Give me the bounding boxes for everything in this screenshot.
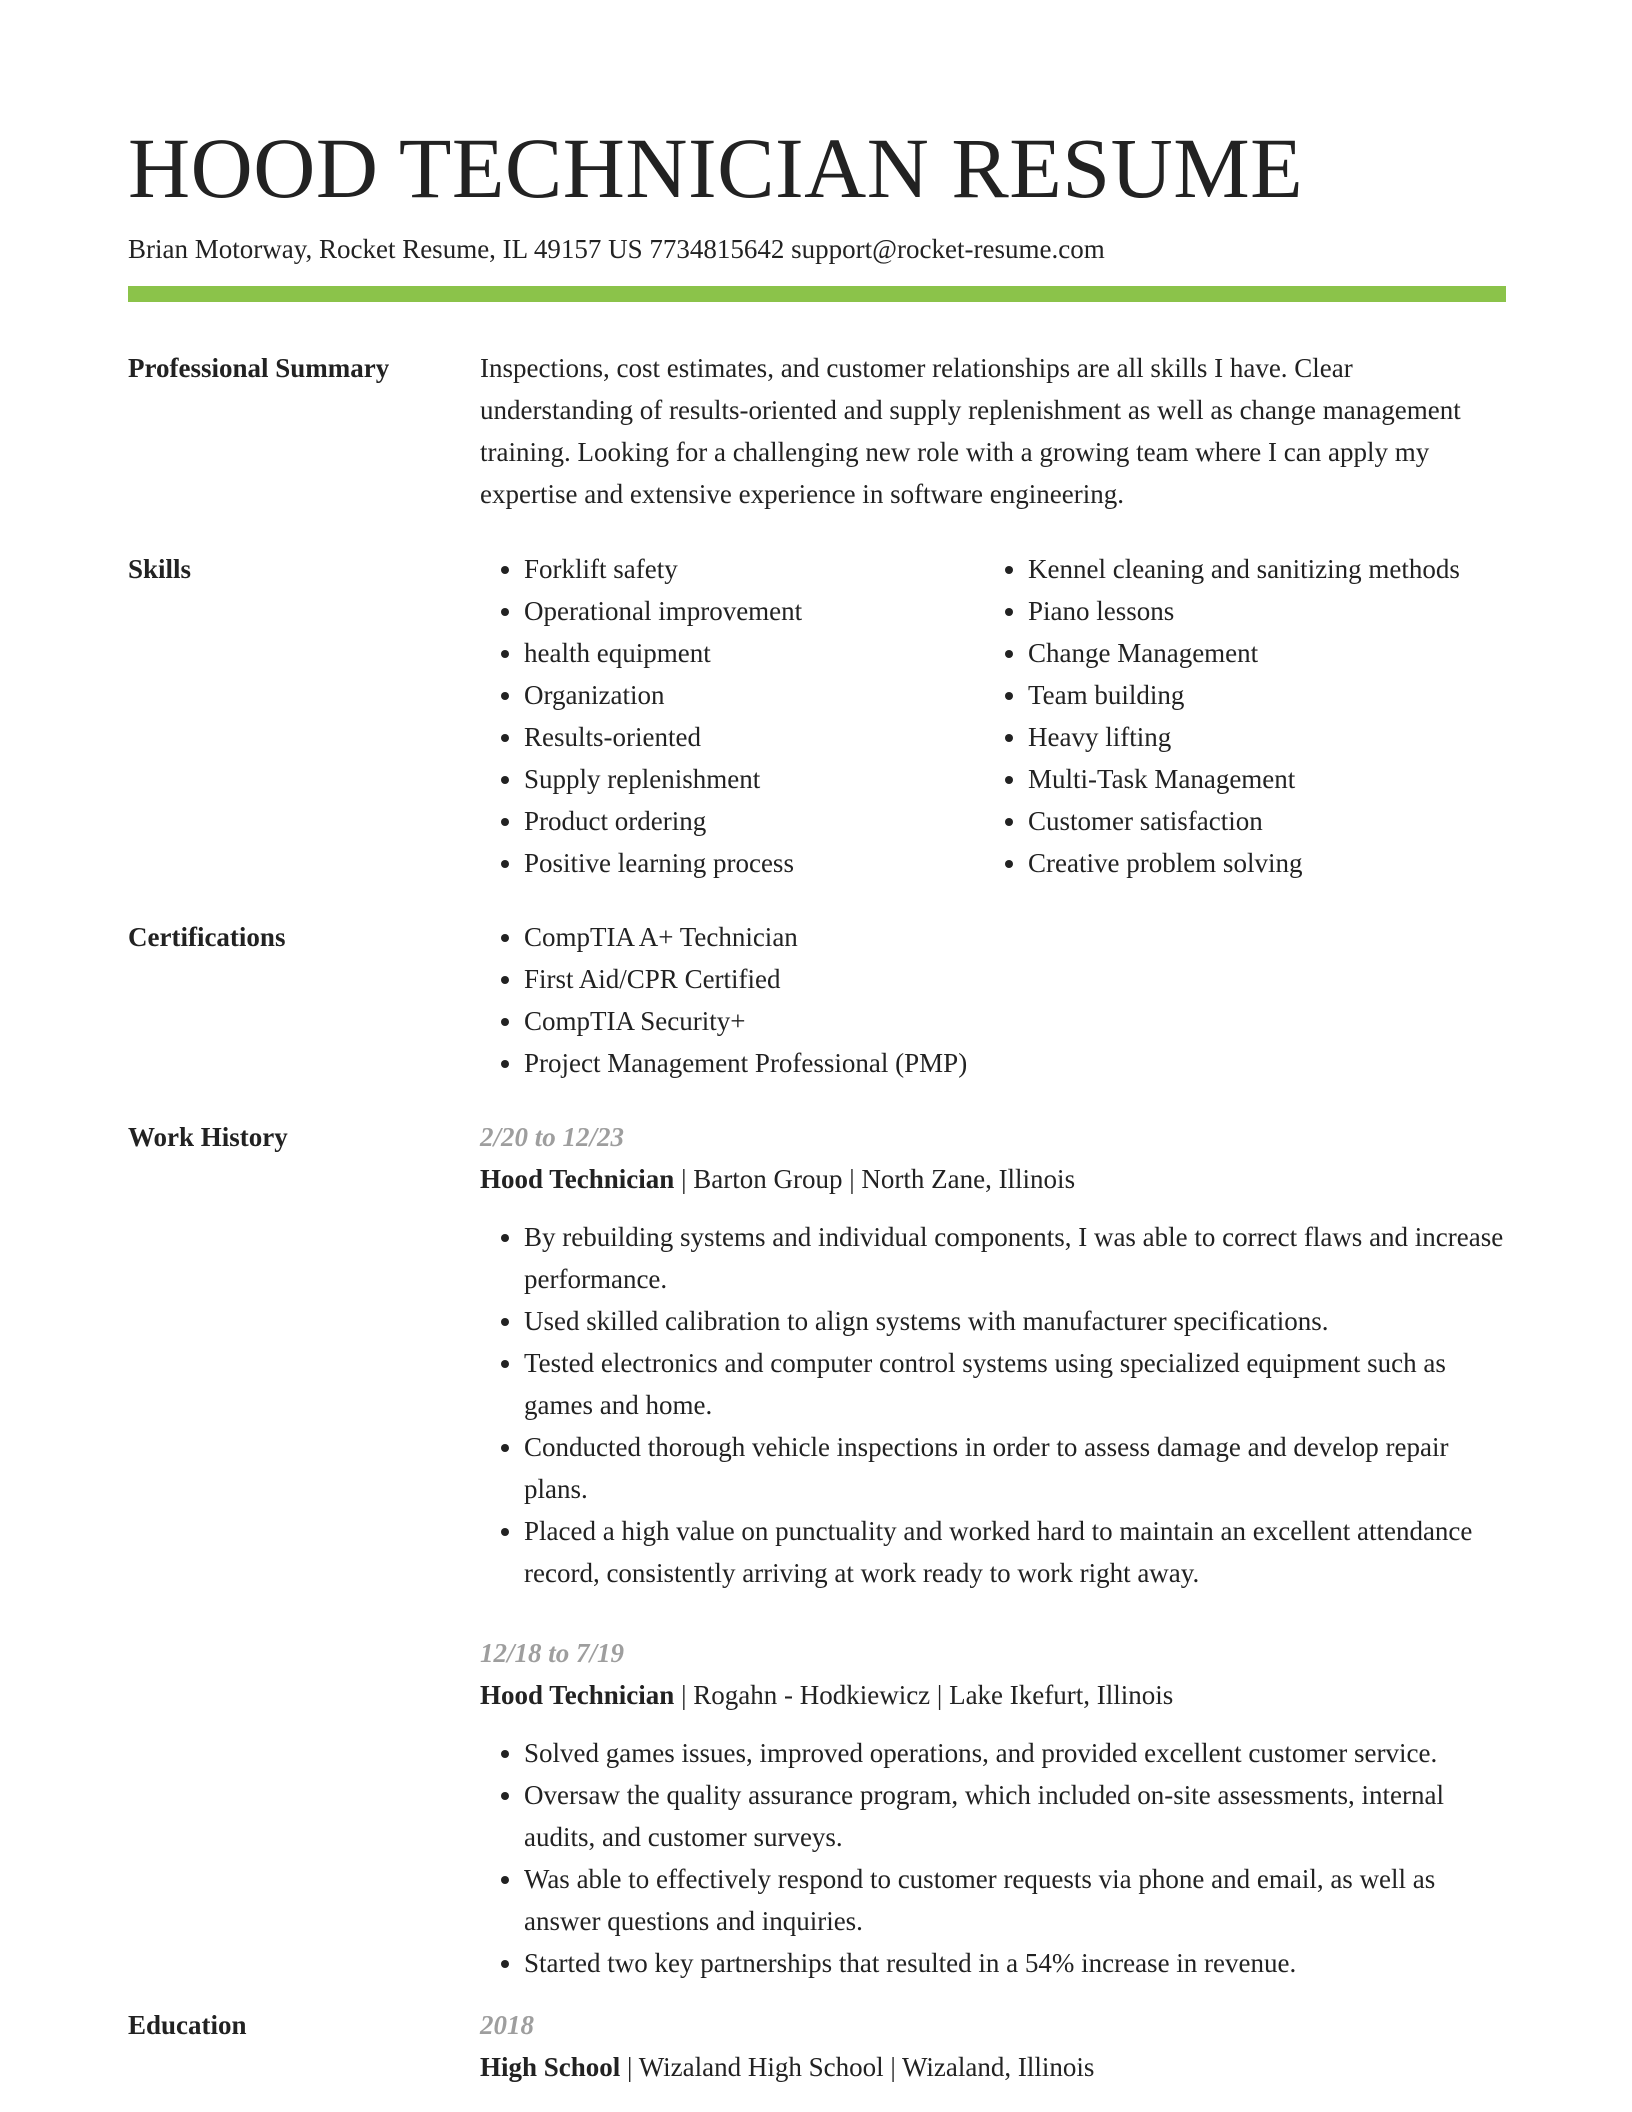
job-entry (480, 1632, 1510, 1984)
skills-content (480, 548, 1510, 884)
summary-content (480, 347, 1510, 515)
skill-item: • Team building (1028, 674, 1460, 716)
skill-item: • Positive learning process (524, 842, 802, 884)
education-heading (480, 2046, 1510, 2088)
job-bullet: • Used skilled calibration to align systems with manufacturer specifications. (524, 1300, 1510, 1342)
skill-item: • Piano lessons (1028, 590, 1460, 632)
job-details: | Barton Group | North Zane, Illinois (674, 1164, 1076, 1194)
work-history-content (480, 1116, 1510, 1984)
skill-item: • Change Management (1028, 632, 1460, 674)
education-year: 2018 (480, 2010, 534, 2040)
skill-item: • Operational improvement (524, 590, 802, 632)
skill-item: • Heavy lifting (1028, 716, 1460, 758)
job-bullet: • Tested electronics and computer control systems using specialized equipment such as games and home. (524, 1342, 1510, 1426)
skill-item: • Forklift safety (524, 548, 802, 590)
job-bullet: • Oversaw the quality assurance program, which included on-site assessments, internal audits, and customer surveys. (524, 1774, 1510, 1858)
education-details: | Wizaland High School | Wizaland, Illinois (620, 2052, 1095, 2082)
certification-item: • First Aid/CPR Certified (524, 958, 1510, 1000)
skill-item: • Kennel cleaning and sanitizing methods (1028, 548, 1460, 590)
job-dates: 2/20 to 12/23 (480, 1122, 625, 1152)
certification-item: • CompTIA Security+ (524, 1000, 1510, 1042)
certifications-label: Certifications (128, 922, 286, 952)
skill-item: • Creative problem solving (1028, 842, 1460, 884)
work-history-label: Work History (128, 1122, 288, 1152)
skill-item: • Multi-Task Management (1028, 758, 1460, 800)
certifications-content (480, 916, 1510, 1084)
skill-item: • Results-oriented (524, 716, 802, 758)
skills-list-right (984, 548, 1460, 884)
education-label: Education (128, 2010, 247, 2040)
job-heading (480, 1158, 1510, 1200)
education-content (480, 2004, 1510, 2104)
header-divider (128, 286, 1506, 302)
job-bullet: • Solved games issues, improved operations, and provided excellent customer service. (524, 1732, 1510, 1774)
skill-item: • health equipment (524, 632, 802, 674)
summary-text: Inspections, cost estimates, and customer relationships are all skills I have. Clear understanding of results-oriented and supply replenishment as well as change management training. Looking for a challenging new role with a growing team where I can apply my expertise and extensive experience in software engineering. (480, 353, 1461, 509)
skill-item: • Supply replenishment (524, 758, 802, 800)
skill-item: • Customer satisfaction (1028, 800, 1460, 842)
job-bullet: • Placed a high value on punctuality and worked hard to maintain an excellent attendance record, consistently arriving at work ready to work right away. (524, 1510, 1510, 1594)
skills-list-left (480, 548, 802, 884)
job-bullet: • Was able to effectively respond to customer requests via phone and email, as well as answer questions and inquiries. (524, 1858, 1510, 1942)
job-details: | Rogahn - Hodkiewicz | Lake Ikefurt, Illinois (674, 1680, 1174, 1710)
skill-item: • Product ordering (524, 800, 802, 842)
job-bullet: • By rebuilding systems and individual components, I was able to correct flaws and increase performance. (524, 1216, 1510, 1300)
certification-item: • Project Management Professional (PMP) (524, 1042, 1510, 1084)
job-bullet: • Conducted thorough vehicle inspections in order to assess damage and develop repair plans. (524, 1426, 1510, 1510)
job-title: Hood Technician (480, 1680, 675, 1710)
skill-item: • Organization (524, 674, 802, 716)
certification-item: • CompTIA A+ Technician (524, 916, 1510, 958)
job-bullets (480, 1216, 1510, 1594)
job-dates: 12/18 to 7/19 (480, 1638, 625, 1668)
skills-label: Skills (128, 554, 192, 584)
job-title: Hood Technician (480, 1164, 675, 1194)
resume-title: HOOD TECHNICIAN RESUME (128, 120, 1304, 216)
summary-label: Professional Summary (128, 353, 390, 383)
job-bullets (480, 1732, 1510, 1984)
certifications-list (480, 916, 1510, 1084)
education-degree: High School (480, 2052, 621, 2082)
job-entry (480, 1116, 1510, 1594)
job-bullet: • Started two key partnerships that resulted in a 54% increase in revenue. (524, 1942, 1510, 1984)
job-heading (480, 1674, 1510, 1716)
contact-line: Brian Motorway, Rocket Resume, IL 49157 US 7734815642 support@rocket-resume.com (128, 234, 1105, 264)
